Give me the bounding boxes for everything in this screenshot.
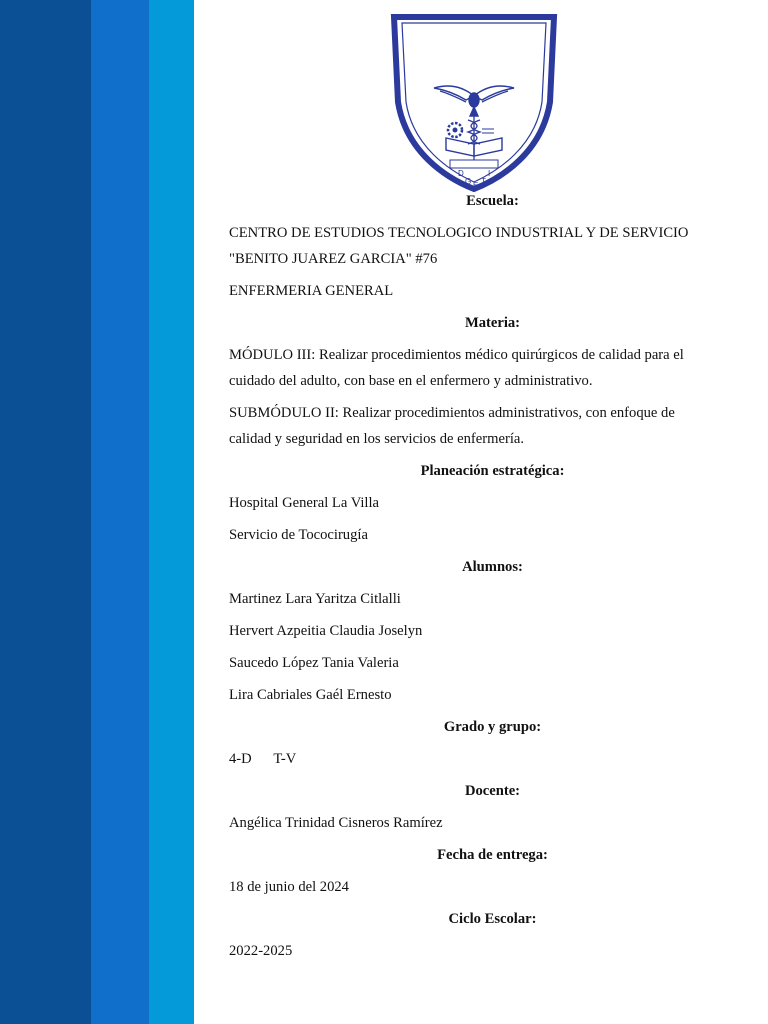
modulo-line-1: MÓDULO III: Realizar procedimientos médico quirúrgicos de calidad para el — [229, 347, 684, 363]
logo-letter-i: I — [488, 169, 491, 178]
hospital-name: Hospital General La Villa — [229, 495, 380, 511]
logo-letter-g: G — [465, 177, 472, 186]
logo-letter-t: T — [481, 177, 486, 186]
school-name-line-1: CENTRO DE ESTUDIOS TECNOLOGICO INDUSTRIAL Y DE SERVICIO — [229, 225, 689, 241]
alumnos-heading: Alumnos: — [462, 559, 523, 575]
docente-heading: Docente: — [464, 783, 521, 799]
grade-group-value: 4-D T-V — [229, 751, 297, 767]
decorative-stripe-medium — [91, 0, 149, 1024]
delivery-date: 18 de junio del 2024 — [229, 879, 349, 895]
decorative-stripe-dark — [0, 0, 91, 1024]
student-name: Martinez Lara Yaritza Citlalli — [229, 591, 401, 607]
logo-letter-e: E — [473, 181, 479, 190]
school-shield-logo — [390, 14, 558, 192]
decorative-stripe-light — [149, 0, 194, 1024]
school-name-line-2: "BENITO JUAREZ GARCIA" #76 — [229, 251, 438, 267]
student-name: Hervert Azpeitia Claudia Joselyn — [229, 623, 423, 639]
submodulo-line-1: SUBMÓDULO II: Realizar procedimientos administrativos, con enfoque de — [229, 405, 675, 421]
school-cycle: 2022-2025 — [229, 943, 293, 959]
logo-letter-d: D — [458, 169, 464, 178]
escuela-heading: Escuela: — [466, 193, 519, 209]
document-content — [229, 188, 729, 964]
teacher-name: Angélica Trinidad Cisneros Ramírez — [229, 815, 443, 831]
ciclo-heading: Ciclo Escolar: — [448, 911, 537, 927]
service-name: Servicio de Tococirugía — [229, 527, 368, 543]
submodulo-line-2: calidad y seguridad en los servicios de enfermería. — [229, 431, 525, 447]
planeacion-heading: Planeación estratégica: — [420, 463, 565, 479]
career-name: ENFERMERIA GENERAL — [229, 283, 394, 299]
modulo-line-2: cuidado del adulto, con base en el enfermero y administrativo. — [229, 373, 593, 389]
grado-heading: Grado y grupo: — [443, 719, 542, 735]
fecha-heading: Fecha de entrega: — [437, 847, 548, 863]
student-name: Saucedo López Tania Valeria — [229, 655, 399, 671]
materia-heading: Materia: — [464, 315, 521, 331]
student-name: Lira Cabriales Gaél Ernesto — [229, 687, 392, 703]
logo-banner — [450, 160, 498, 168]
